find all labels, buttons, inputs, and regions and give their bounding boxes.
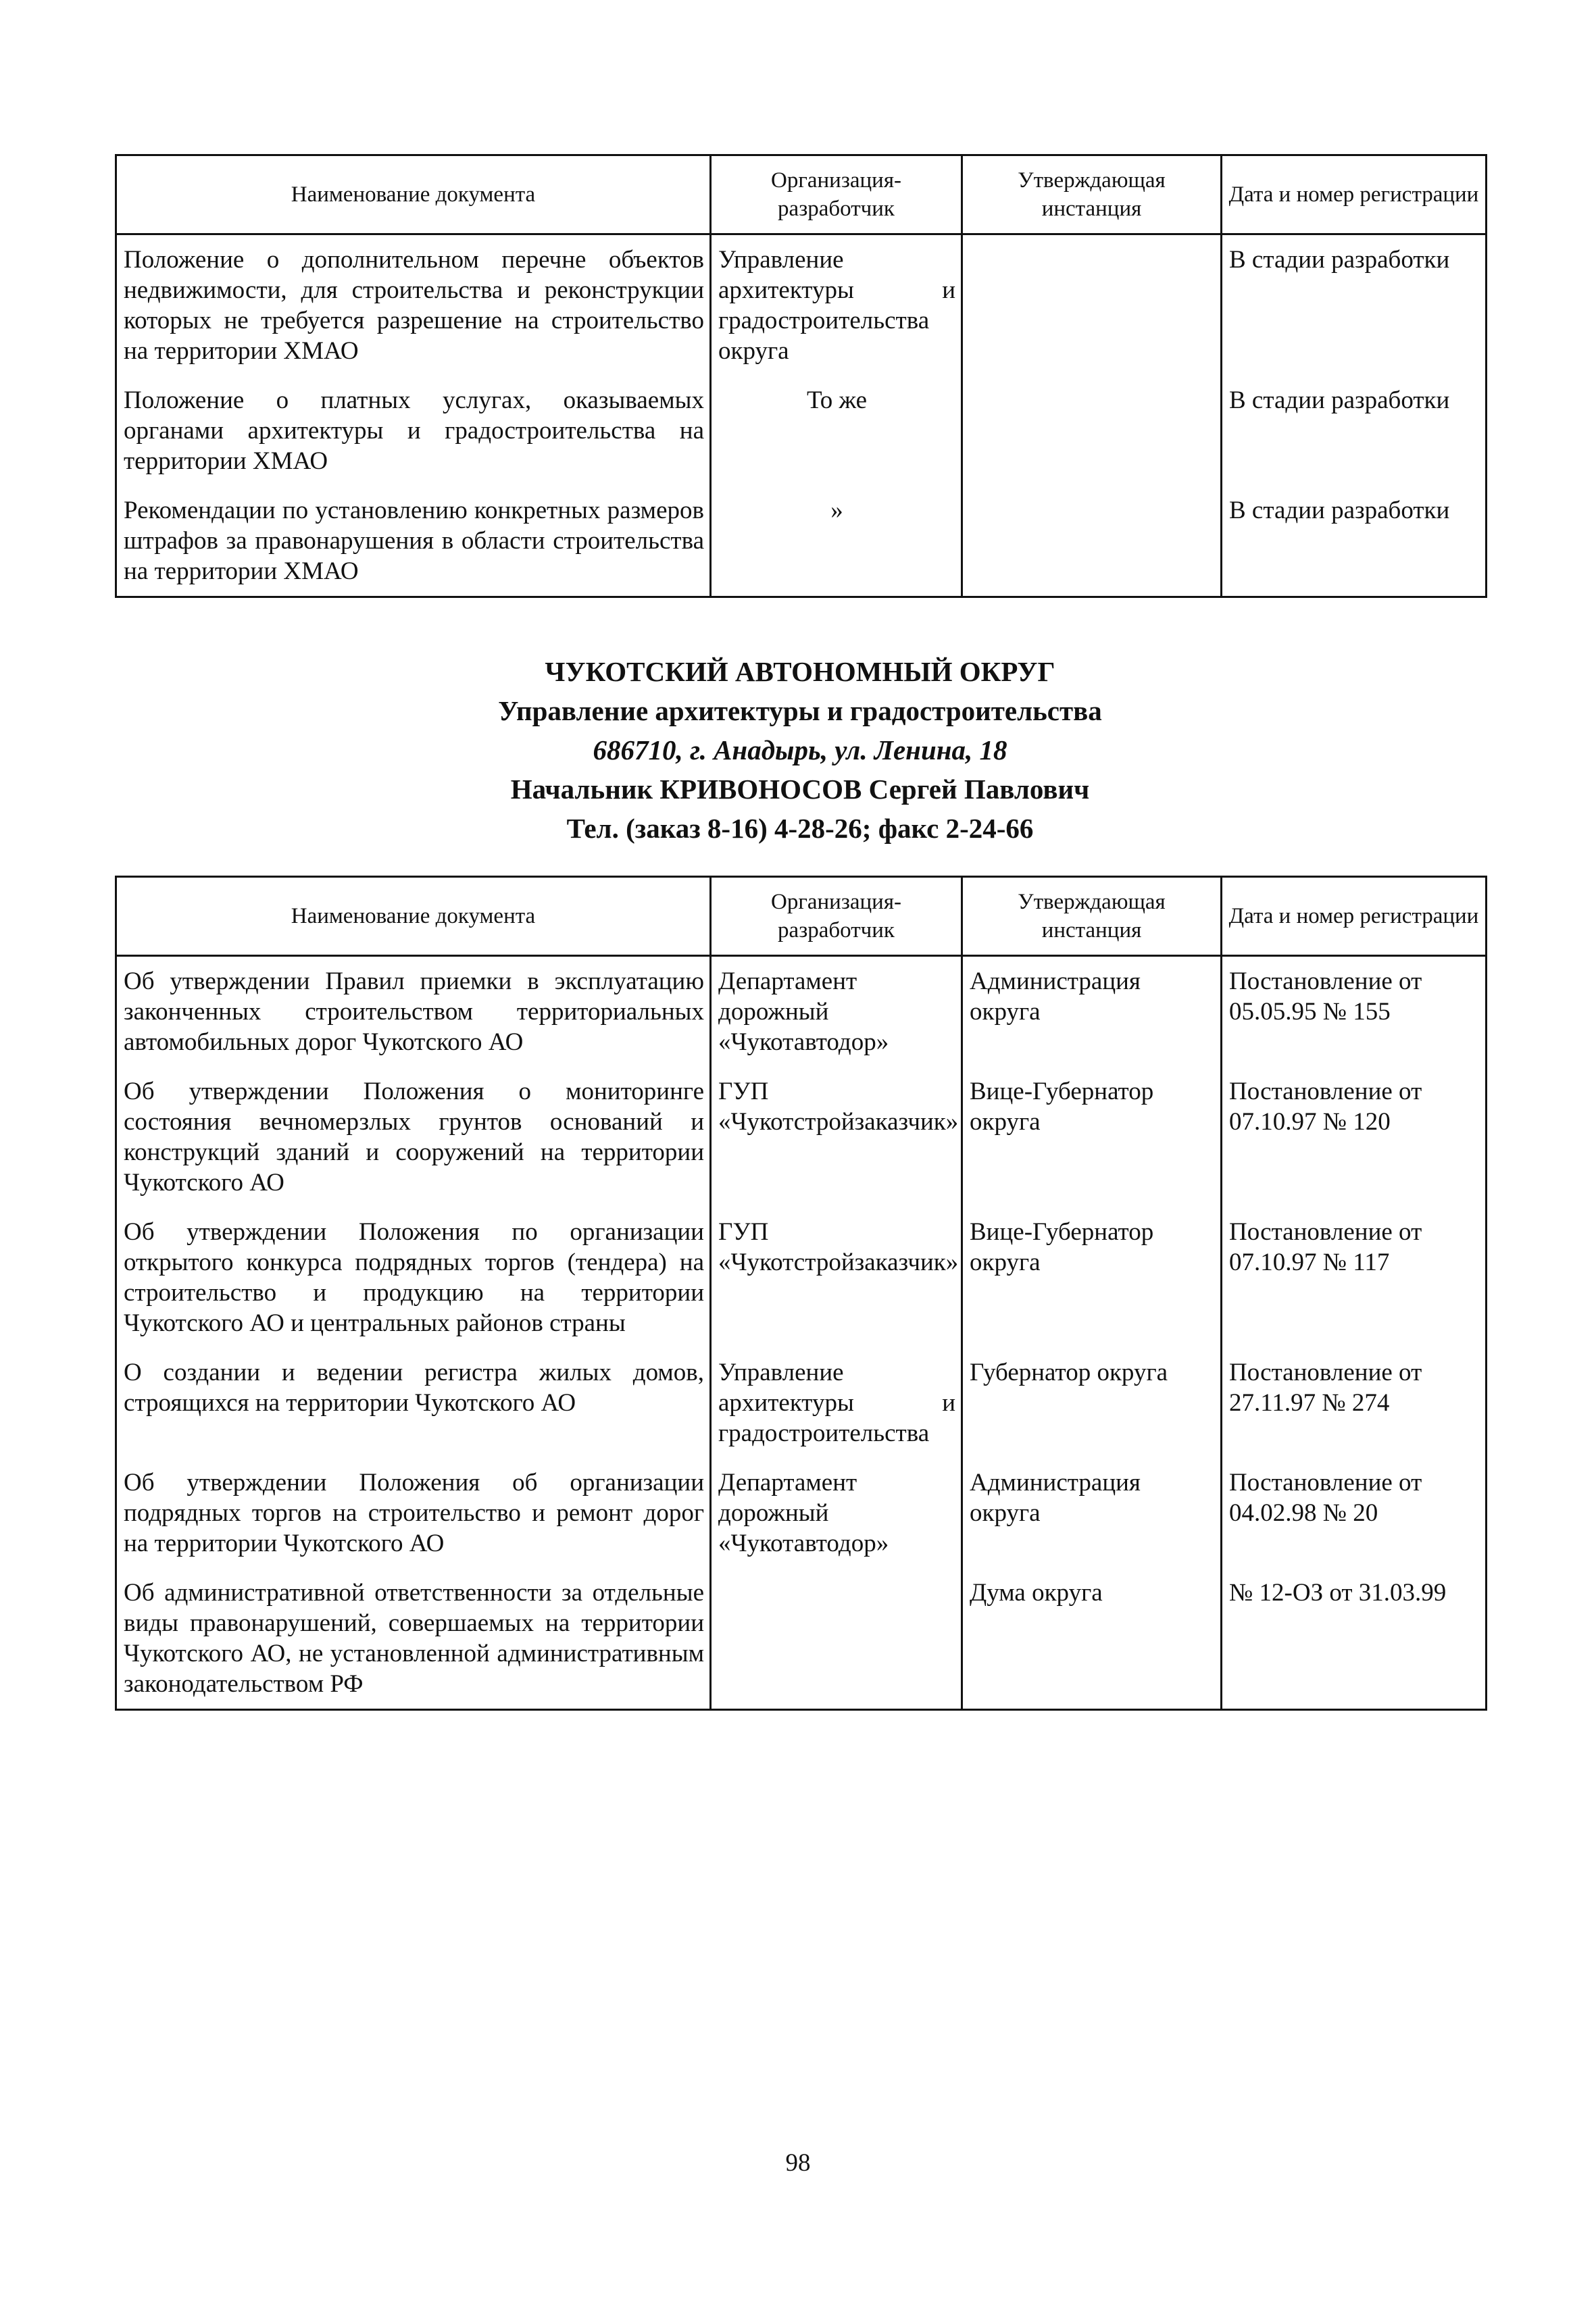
cell-document-name: Об утверждении Положения о мониторинге состояния вечномерзлых грунтов оснований и конструкций зданий и сооружений на территории Чукотского АО [116,1067,711,1207]
cell-developer-org: Управление архитектуры и градостроительства [711,1348,962,1458]
cell-registration: Постановление от 07.10.97 № 117 [1222,1207,1487,1348]
cell-approving-authority [962,486,1222,597]
cell-developer-org: ГУП «Чукотстройзаказчик» [711,1067,962,1207]
header-document-name: Наименование документа [116,155,711,234]
table-row [116,234,1487,376]
cell-document-name: Об утверждении Положения по организации открытого конкурса подрядных торгов (тендера) на строительство и продукцию на территории Чукотского АО и центральных районов страны [116,1207,711,1348]
header-registration-date: Дата и номер регистрации [1222,877,1487,956]
header-developer-org: Организация-разработчик [711,155,962,234]
cell-registration: Постановление от 27.11.97 № 274 [1222,1348,1487,1458]
cell-developer-org: ГУП «Чукотстройзаказчик» [711,1207,962,1348]
section-heading [115,652,1485,848]
header-approving-authority: Утверждающая инстанция [962,155,1222,234]
table-row [116,376,1487,486]
region-title: ЧУКОТСКИЙ АВТОНОМНЫЙ ОКРУГ [545,656,1055,687]
cell-document-name: Положение о платных услугах, оказываемых органами архитектуры и градостроительства на территории ХМАО [116,376,711,486]
cell-document-name: Об утверждении Положения об организации подрядных торгов на строительство и ремонт дорог на территории Чукотского АО [116,1458,711,1568]
header-developer-org: Организация-разработчик [711,877,962,956]
table-row [116,1067,1487,1207]
cell-developer-org: » [711,486,962,597]
cell-developer-org: Департамент дорожный «Чукотавтодор» [711,956,962,1067]
cell-approving-authority: Дума округа [962,1568,1222,1710]
cell-registration: № 12-ОЗ от 31.03.99 [1222,1568,1487,1710]
table-header-row [116,877,1487,956]
cell-approving-authority: Администрация округа [962,1458,1222,1568]
cell-developer-org: Департамент дорожный «Чукотавтодор» [711,1458,962,1568]
cell-approving-authority [962,234,1222,376]
table-row [116,956,1487,1067]
department-head: Начальник КРИВОНОСОВ Сергей Павлович [510,774,1090,805]
table-row [116,1207,1487,1348]
cell-registration: Постановление от 05.05.95 № 155 [1222,956,1487,1067]
department-name: Управление архитектуры и градостроительства [498,695,1102,726]
cell-approving-authority: Вице-Губернатор округа [962,1207,1222,1348]
cell-registration: Постановление от 04.02.98 № 20 [1222,1458,1487,1568]
cell-document-name: Об административной ответственности за отдельные виды правонарушений, совершаемых на территории Чукотского АО, не установленной административным законодательством РФ [116,1568,711,1710]
page-number: 98 [785,2149,811,2177]
table-row [116,486,1487,597]
header-approving-authority: Утверждающая инстанция [962,877,1222,956]
cell-document-name: О создании и ведении регистра жилых домов, строящихся на территории Чукотского АО [116,1348,711,1458]
cell-developer-org: Управление архитектуры и градостроительства округа [711,234,962,376]
cell-developer-org: То же [711,376,962,486]
header-document-name: Наименование документа [116,877,711,956]
cell-approving-authority [962,376,1222,486]
department-phone: Тел. (заказ 8-16) 4-28-26; факс 2-24-66 [566,813,1034,844]
cell-registration: В стадии разработки [1222,486,1487,597]
cell-approving-authority: Администрация округа [962,956,1222,1067]
cell-approving-authority: Губернатор округа [962,1348,1222,1458]
registry-table-chukotka [115,876,1487,1711]
department-address: 686710, г. Анадырь, ул. Ленина, 18 [593,734,1007,765]
cell-document-name: Об утверждении Правил приемки в эксплуатацию законченных строительством территориальных автомобильных дорог Чукотского АО [116,956,711,1067]
cell-document-name: Положение о дополнительном перечне объектов недвижимости, для строительства и реконструкции которых не требуется разрешение на строительство на территории ХМАО [116,234,711,376]
cell-document-name: Рекомендации по установлению конкретных размеров штрафов за правонарушения в области строительства на территории ХМАО [116,486,711,597]
registry-table-hmao [115,154,1487,598]
table-header-row [116,155,1487,234]
cell-registration: В стадии разработки [1222,376,1487,486]
table-row [116,1568,1487,1710]
table-row [116,1458,1487,1568]
table-row [116,1348,1487,1458]
header-registration-date: Дата и номер регистрации [1222,155,1487,234]
cell-registration: В стадии разработки [1222,234,1487,376]
cell-developer-org [711,1568,962,1710]
cell-approving-authority: Вице-Губернатор округа [962,1067,1222,1207]
cell-registration: Постановление от 07.10.97 № 120 [1222,1067,1487,1207]
